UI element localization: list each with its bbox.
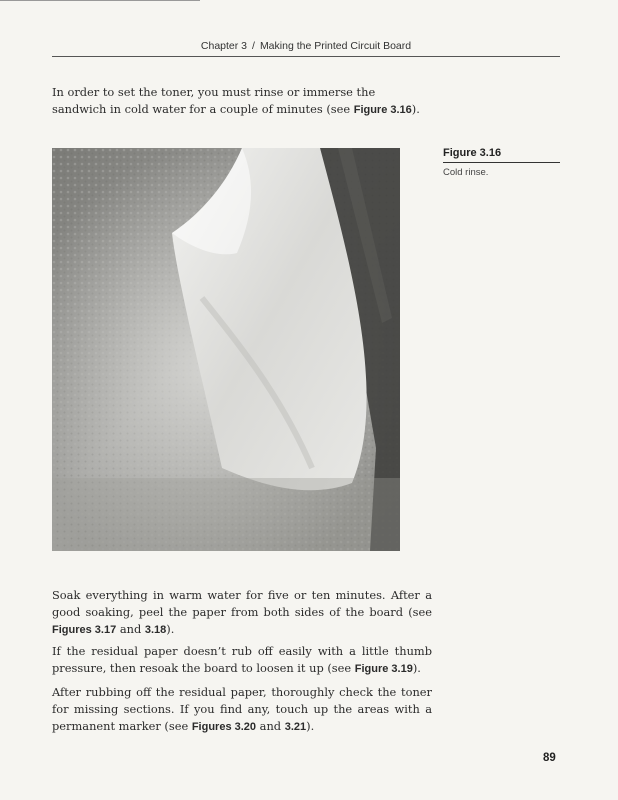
soak-mid: and — [116, 622, 145, 636]
intro-text: In order to set the toner, you must rinse or immerse the sandwich in cold water for a couple of minutes (see — [52, 85, 376, 116]
chapter-number: Chapter 3 — [200, 40, 248, 52]
figure-ref: Figure 3.16 — [353, 104, 412, 116]
figure-label: Figure 3.16 — [443, 147, 560, 163]
running-head — [52, 40, 560, 57]
figure-ref: Figures 3.20 — [191, 721, 257, 733]
touchup-tail: ). — [306, 719, 315, 733]
figure-caption: Cold rinse. — [443, 167, 489, 178]
touchup-paragraph — [52, 684, 432, 736]
soak-paragraph — [52, 587, 432, 639]
touchup-mid: and — [256, 719, 285, 733]
page-top-rule — [0, 0, 200, 1]
resoak-text: If the residual paper doesn’t rub off easily with a little thumb pressure, then resoak the board to loosen it up (see — [52, 644, 432, 675]
header-separator: / — [252, 40, 255, 52]
intro-tail: ). — [411, 102, 420, 116]
page-number: 89 — [543, 752, 556, 764]
touchup-text: After rubbing off the residual paper, thoroughly check the toner for missing sections. If you find any, touch up the areas with a permanent marker (see — [52, 685, 432, 733]
figure-ref: Figures 3.17 — [52, 624, 117, 636]
figure-ref: 3.21 — [284, 721, 307, 733]
chapter-title: Making the Printed Circuit Board — [259, 40, 412, 52]
resoak-paragraph — [52, 643, 432, 678]
figure-ref: Figure 3.19 — [354, 663, 413, 675]
figure-photo-cold-rinse — [52, 148, 400, 551]
soak-text: Soak everything in warm water for five or ten minutes. After a good soaking, peel the paper from both sides of the board (see — [52, 588, 432, 619]
figure-ref: 3.18 — [144, 624, 167, 636]
soak-tail: ). — [166, 622, 175, 636]
resoak-tail: ). — [412, 661, 421, 675]
intro-paragraph — [52, 84, 432, 119]
